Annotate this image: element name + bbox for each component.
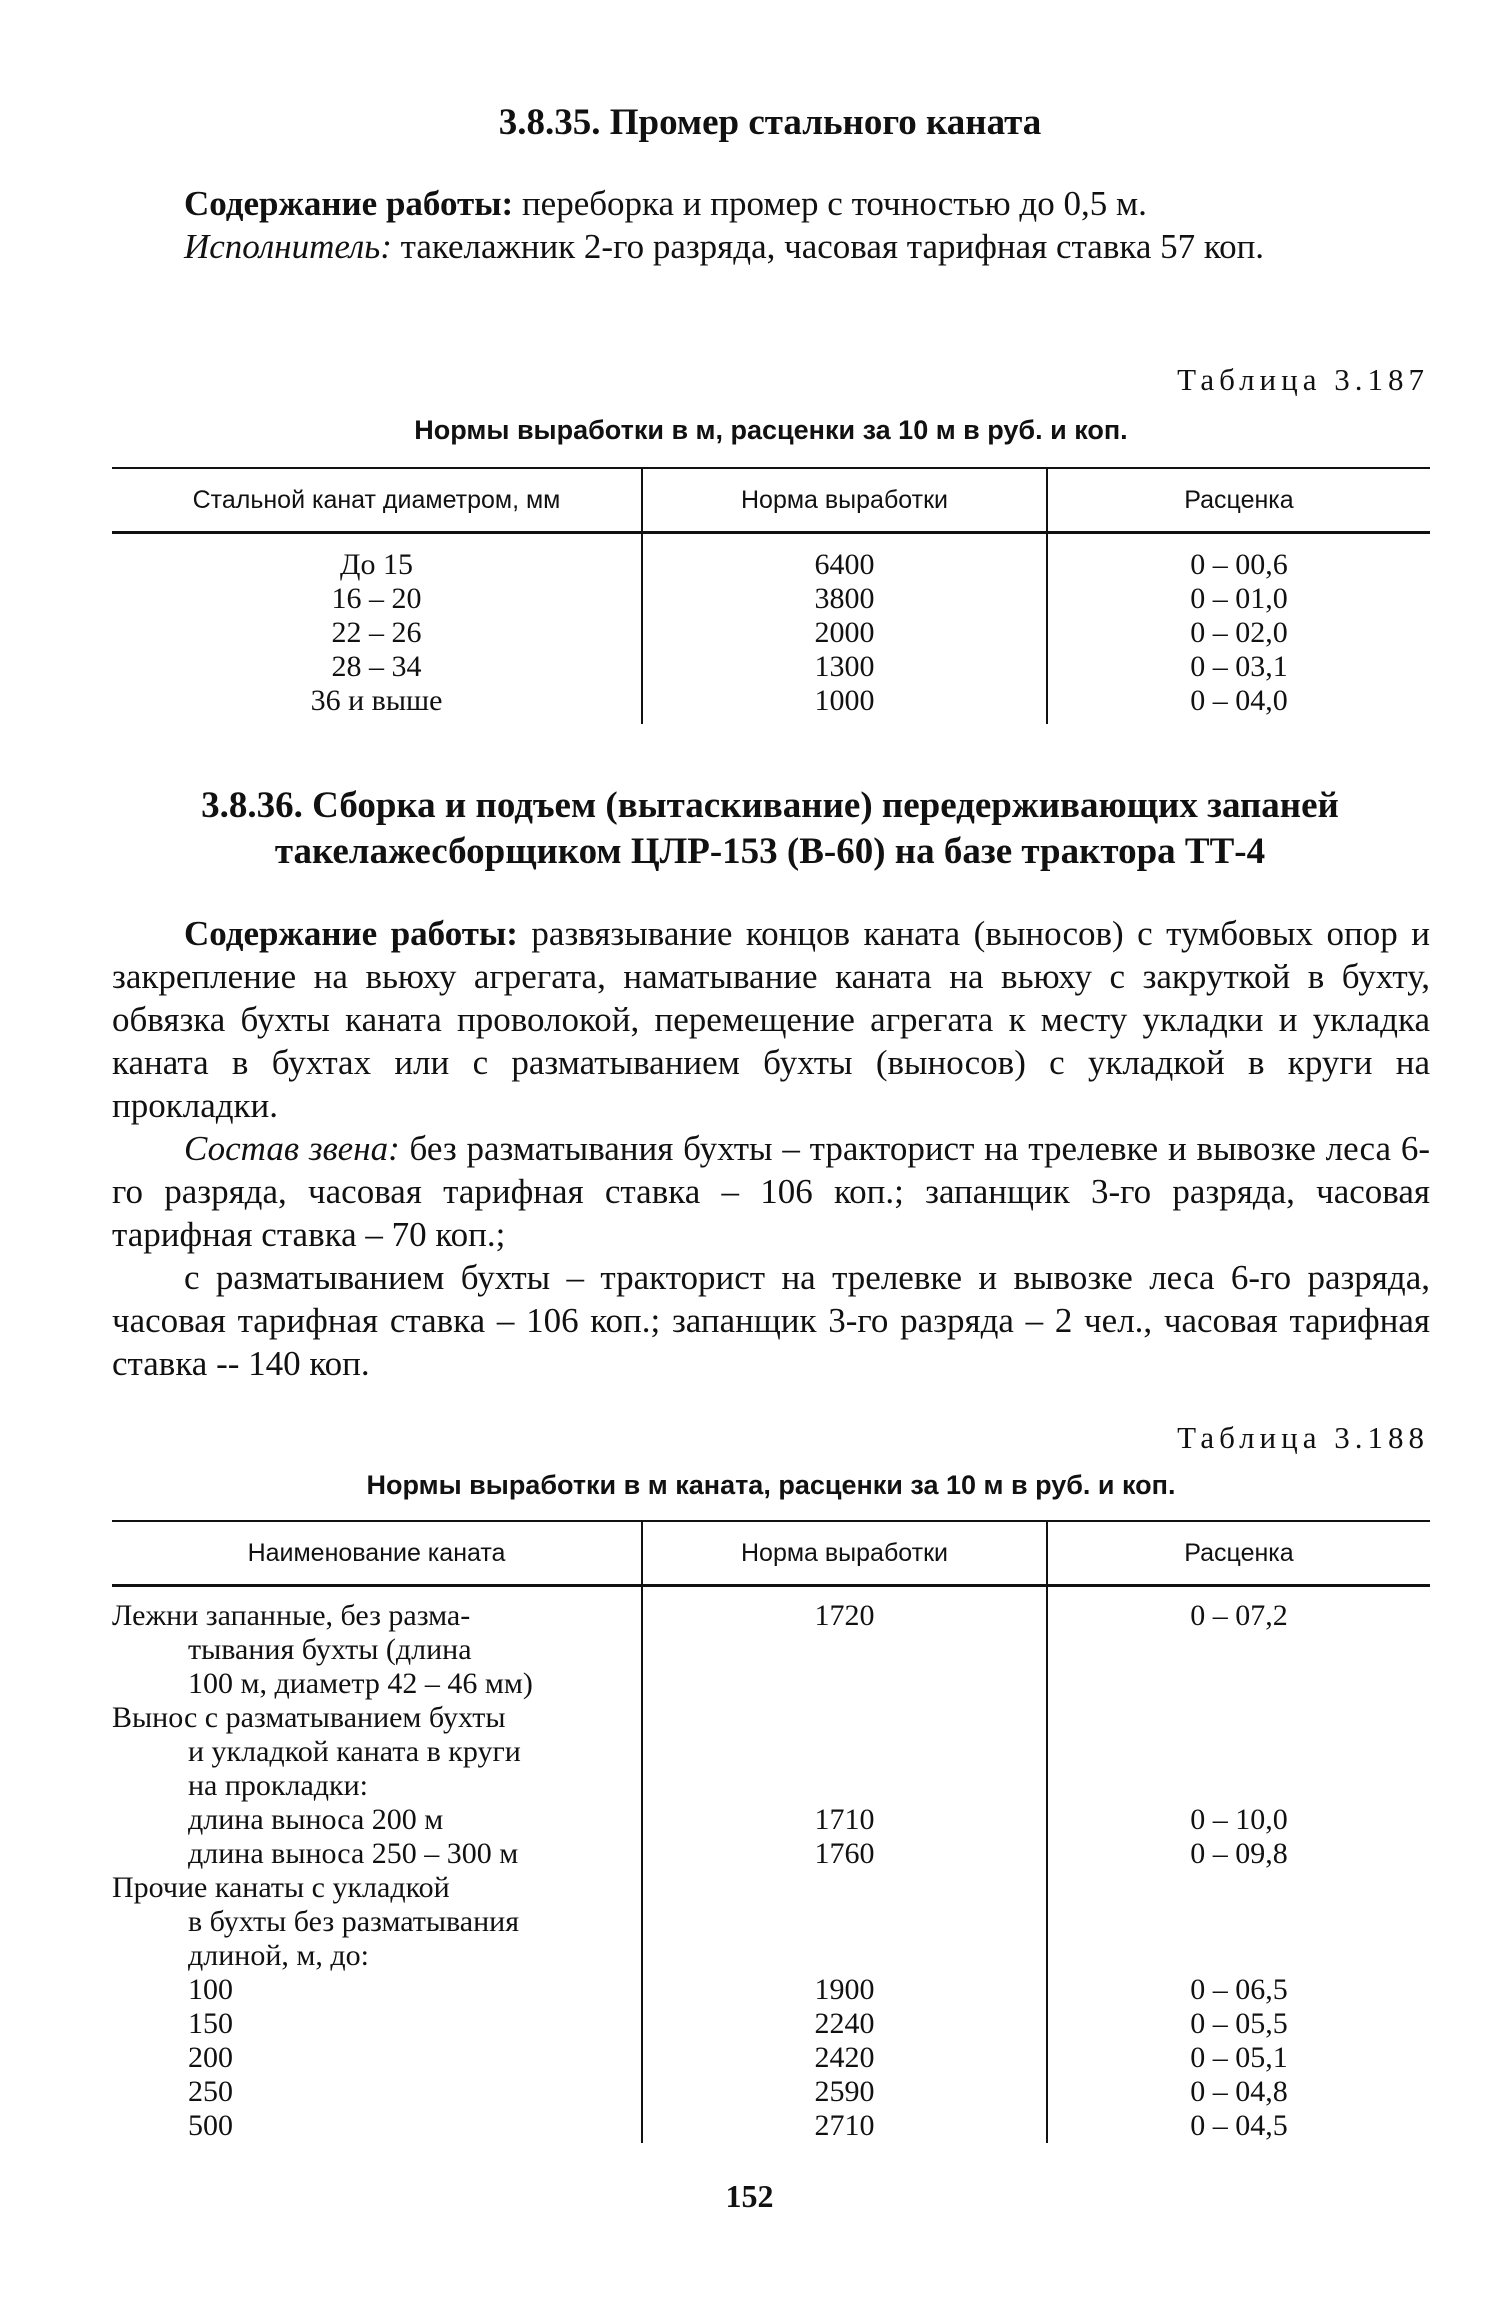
section1-body (112, 182, 1430, 268)
norm-column (642, 533, 1047, 725)
table-cell: 0 – 09,8 (1190, 1837, 1288, 1870)
table-cell: 2590 (814, 2075, 875, 2108)
crew-label: Состав звена: (184, 1129, 400, 1168)
table-cell: 0 – 05,1 (1190, 2041, 1288, 2074)
table-cell: 0 – 05,5 (1190, 2007, 1288, 2040)
executor-text: такелажник 2-го разряда, часовая тарифная ставка 57 коп. (391, 227, 1265, 266)
table-cell: 1710 (814, 1803, 875, 1836)
table-cell: 0 – 00,6 (1190, 548, 1288, 581)
column-header: Расценка (1047, 468, 1430, 533)
content-text: развязывание концов каната (выносов) с тумбовых опор и закрепление на вьюху агрегата, наматывание каната на вьюху с закруткой в бухту, обвязка бухты каната проволокой, перемещение агрегата к месту укладки и укладка каната в бухтах или с разматыванием бухты (выносов) с укладкой в круги на прокладки. (112, 914, 1430, 1125)
section2-body (112, 912, 1430, 1385)
table-header-row (112, 1521, 1430, 1586)
table-cell: 0 – 03,1 (1190, 650, 1288, 683)
content-text: переборка и промер с точностью до 0,5 м. (513, 184, 1147, 223)
table-cell: 2240 (814, 2007, 875, 2040)
column-header: Наименование каната (112, 1521, 642, 1586)
table-cell: тывания бухты (длина (188, 1633, 472, 1666)
table-cell: 0 – 06,5 (1190, 1973, 1288, 2006)
table-cell: 2000 (814, 616, 875, 649)
table-cell: длина выноса 200 м (188, 1803, 444, 1836)
table-3-187-caption: Нормы выработки в м, расценки за 10 м в руб. и коп. (414, 415, 1128, 445)
table-3-187-label: Таблица 3.187 (1177, 362, 1429, 397)
table-cell: 2710 (814, 2109, 875, 2142)
section2-crew-paragraph-2: с разматыванием бухты – тракторист на трелевке и вывозке леса 6-го разряда, часовая тарифная ставка – 106 коп.; запанщик 3-го разряда – 2 чел., часовая тарифная ставка -- 140 коп. (112, 1258, 1430, 1383)
table-3-188-caption: Нормы выработки в м каната, расценки за 10 м в руб. и коп. (366, 1470, 1176, 1500)
section1-executor-paragraph (112, 225, 1430, 268)
table-cell: 1900 (814, 1973, 875, 2006)
table-cell: До 15 (340, 548, 413, 581)
table-cell: 100 (188, 1973, 233, 2006)
section-title-3-8-36: 3.8.36. Сборка и подъем (вытаскивание) передерживающих запаней такелажесборщиком ЦЛР-153 (В-60) на базе трактора ТТ-4 (201, 785, 1339, 872)
section-title-3-8-35: 3.8.35. Промер стального каната (498, 102, 1042, 143)
table-cell: длина выноса 250 – 300 м (188, 1837, 519, 1870)
page-number: 152 (725, 2178, 774, 2214)
table-cell: 150 (188, 2007, 233, 2040)
section2-content-paragraph (112, 912, 1430, 1127)
table-cell: 16 – 20 (331, 582, 422, 615)
content-label: Содержание работы: (184, 914, 518, 953)
table-cell: 36 и выше (310, 684, 443, 717)
table-3-187 (112, 467, 1430, 724)
rope-name-column (112, 1586, 642, 2144)
content-label: Содержание работы: (184, 184, 514, 223)
table-body (112, 1586, 1430, 2144)
table-cell: Прочие канаты с укладкой (112, 1871, 450, 1904)
table-cell: 0 – 04,0 (1190, 684, 1288, 717)
table-3-188-label: Таблица 3.188 (1177, 1420, 1429, 1455)
table-cell: 6400 (814, 548, 875, 581)
table-header-row (112, 468, 1430, 533)
table-cell: Лежни запанные, без разма- (112, 1599, 471, 1632)
table-body (112, 533, 1430, 725)
table-cell: 500 (188, 2109, 233, 2142)
table-cell: 0 – 04,5 (1190, 2109, 1288, 2142)
table-cell: и укладкой каната в круги (188, 1735, 521, 1768)
section1-content-paragraph (112, 182, 1430, 225)
table-cell: 100 м, диаметр 42 – 46 мм) (188, 1667, 533, 1700)
table-3-188 (112, 1520, 1430, 2143)
column-header: Норма выработки (642, 468, 1047, 533)
crew-text: без разматывания бухты – тракторист на трелевке и вывозке леса 6-го разряда, часовая тарифная ставка – 106 коп.; запанщик 3-го разряда, часовая тарифная ставка – 70 коп.; (112, 1129, 1430, 1254)
table-cell: длиной, м, до: (188, 1939, 369, 1972)
price-column (1047, 1586, 1430, 2144)
table-cell: Вынос с разматыванием бухты (112, 1701, 506, 1734)
table-cell: 250 (188, 2075, 233, 2108)
table-cell: 22 – 26 (331, 616, 422, 649)
column-header: Стальной канат диаметром, мм (112, 468, 642, 533)
table-cell: 1760 (814, 1837, 875, 1870)
table-cell: 0 – 04,8 (1190, 2075, 1288, 2108)
table-cell: 0 – 07,2 (1190, 1599, 1288, 1632)
table-cell: 28 – 34 (331, 650, 422, 683)
table-cell: 0 – 01,0 (1190, 582, 1288, 615)
diameter-column (112, 533, 642, 725)
norm-column (642, 1586, 1047, 2144)
table-cell: 1000 (814, 684, 875, 717)
column-header: Норма выработки (642, 1521, 1047, 1586)
table-cell: 200 (188, 2041, 233, 2074)
section2-crew-paragraph (112, 1127, 1430, 1256)
table-cell: 0 – 10,0 (1190, 1803, 1288, 1836)
table-cell: 3800 (814, 582, 875, 615)
table-cell: 0 – 02,0 (1190, 616, 1288, 649)
table-cell: 1720 (814, 1599, 875, 1632)
table-cell: 1300 (814, 650, 875, 683)
column-header: Расценка (1047, 1521, 1430, 1586)
table-cell: 2420 (814, 2041, 875, 2074)
table-cell: на прокладки: (188, 1769, 369, 1802)
price-column (1047, 533, 1430, 725)
table-cell: в бухты без разматывания (188, 1905, 520, 1938)
executor-label: Исполнитель: (184, 227, 392, 266)
